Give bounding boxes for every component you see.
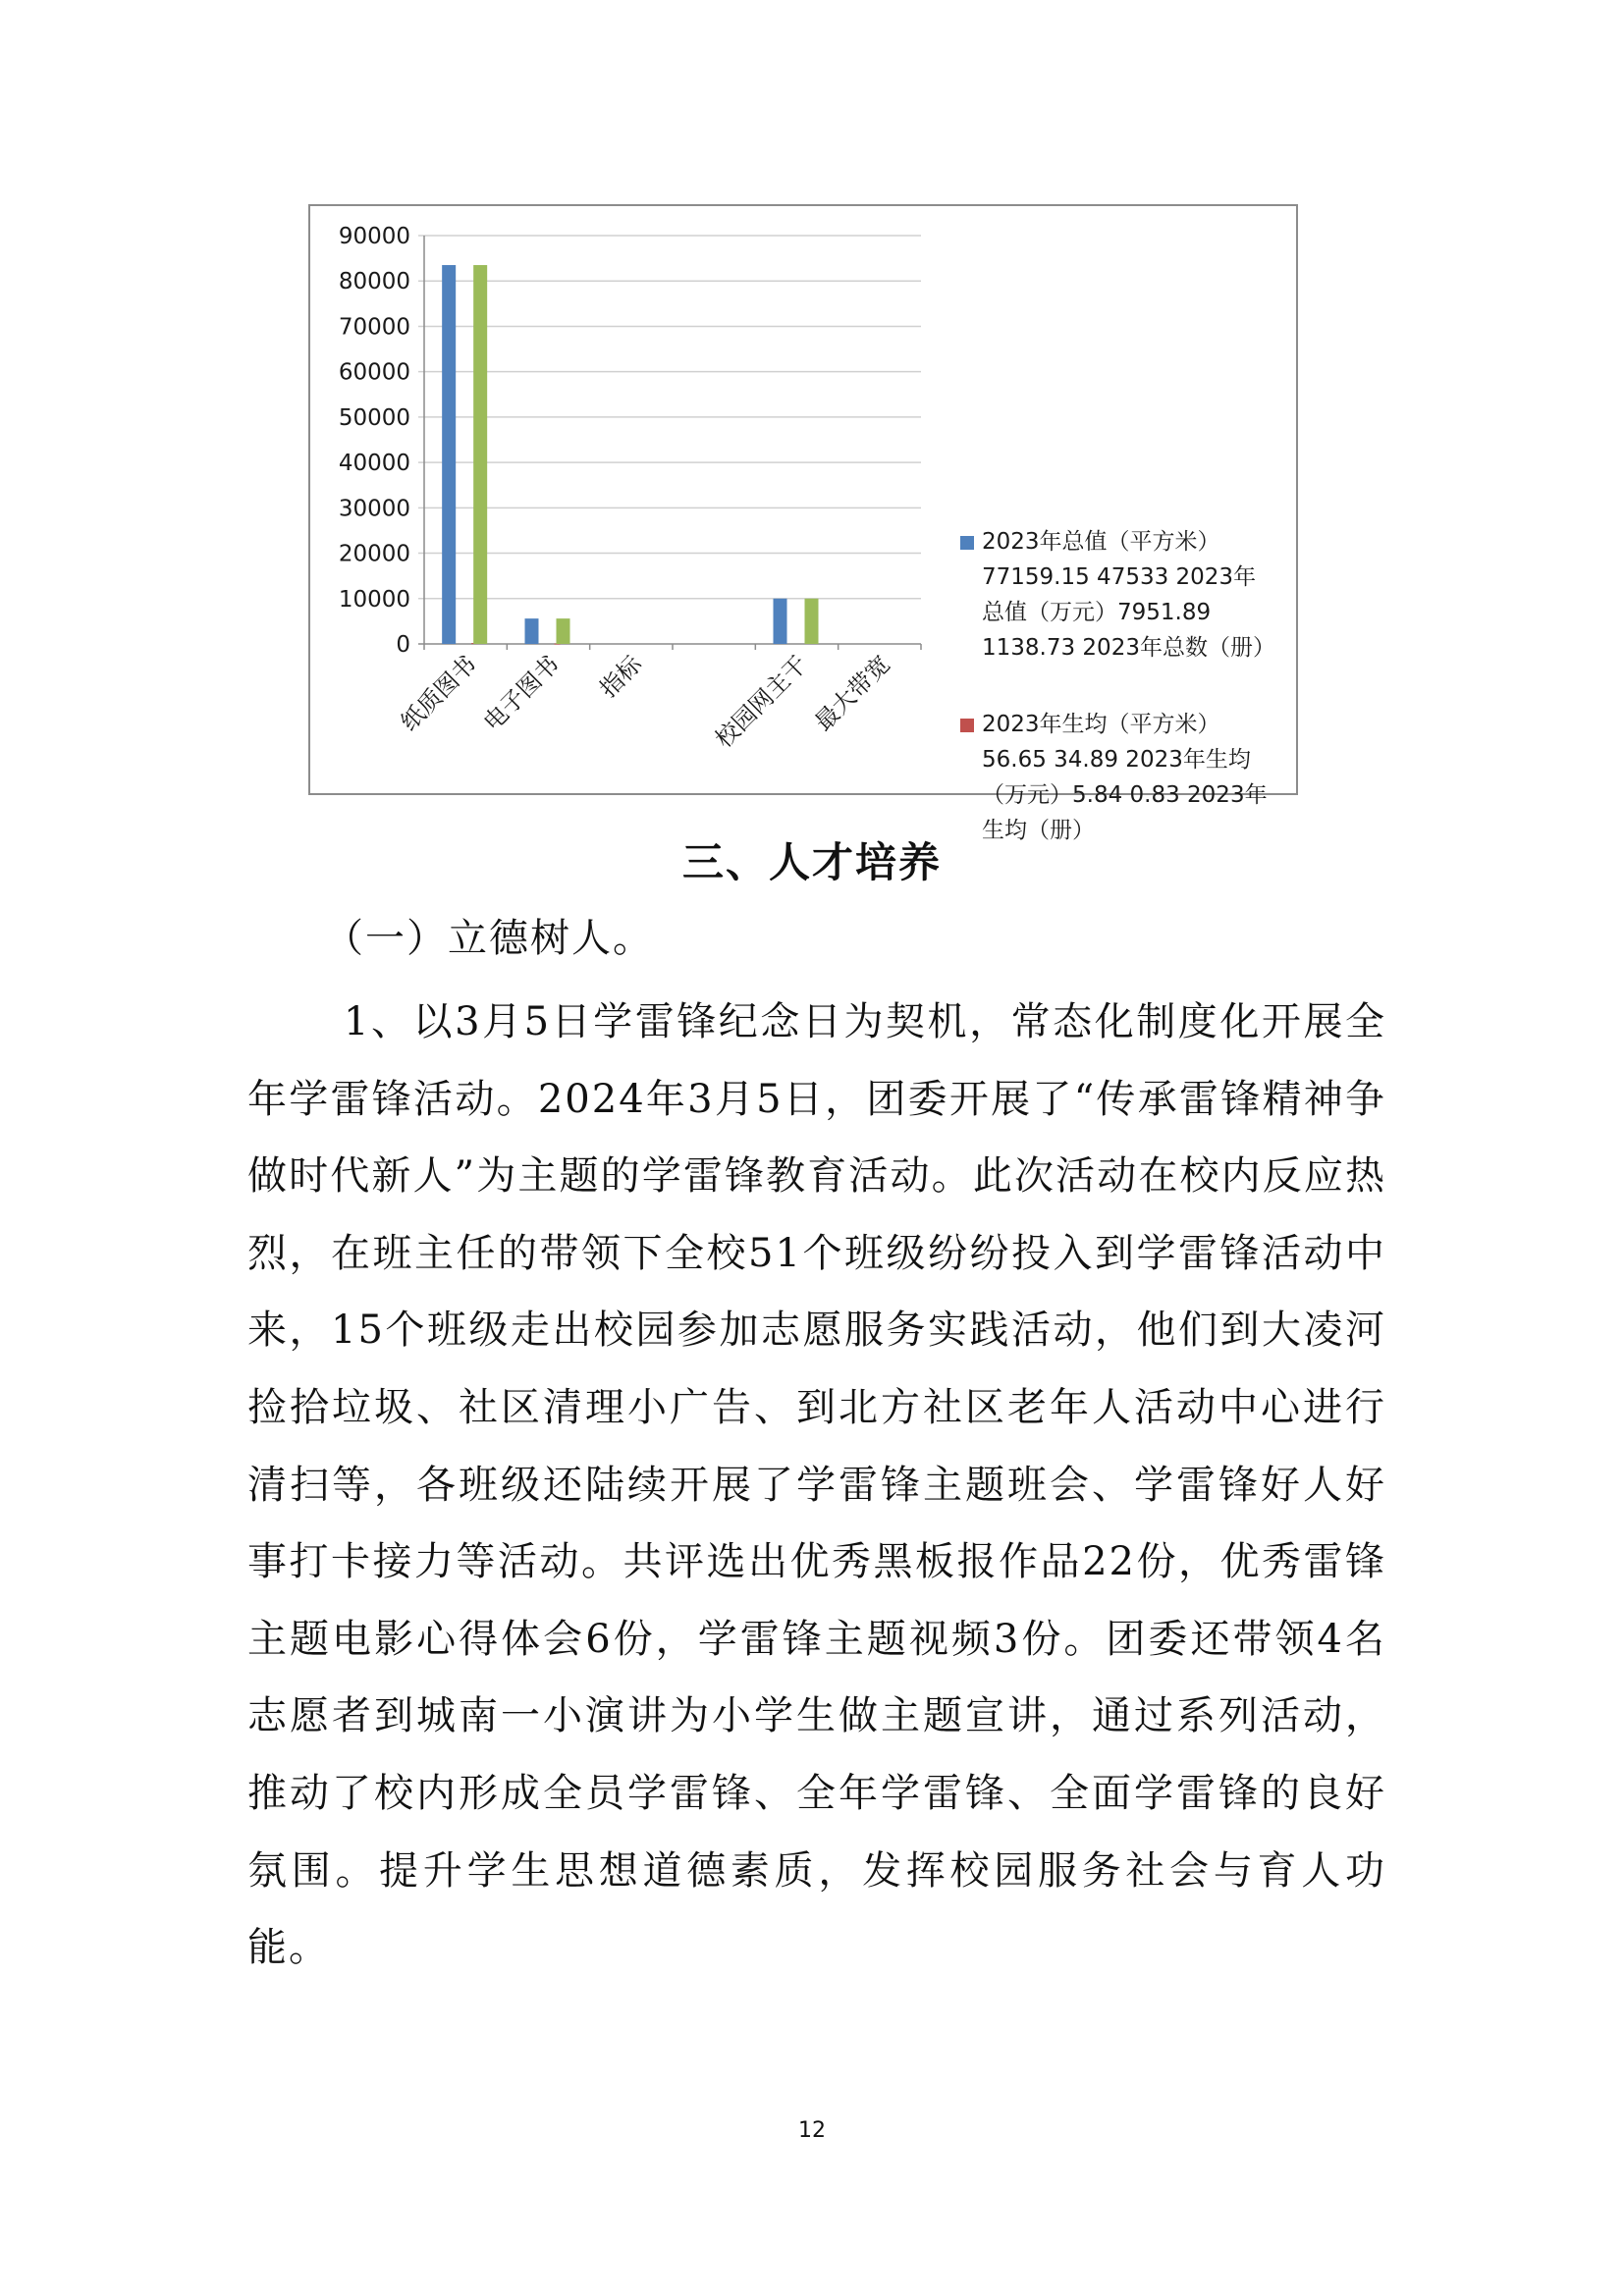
y-tick-label: 20000: [338, 541, 410, 567]
legend-item-total: [960, 524, 1274, 666]
bar: [473, 265, 487, 644]
y-tick-label: 10000: [338, 586, 410, 613]
bar: [442, 265, 456, 644]
y-tick-label: 30000: [338, 496, 410, 522]
bar-chart: [310, 206, 1296, 793]
x-category-label: 最大带宽: [809, 650, 896, 737]
page-number: 12: [798, 2118, 826, 2143]
y-tick-label: 80000: [338, 269, 410, 295]
legend-label-per-student: 2023年生均（平方米）56.65 34.89 2023年生均（万元）5.84 0.83 2023年生均（册）: [982, 712, 1268, 843]
x-category-label: 指标: [594, 650, 648, 704]
x-category-label: 校园网主干: [710, 650, 813, 754]
bar: [525, 618, 539, 644]
legend-item-per-student: [960, 707, 1274, 848]
legend-swatch-blue: [960, 536, 974, 550]
y-tick-label: 40000: [338, 451, 410, 477]
y-tick-label: 90000: [338, 224, 410, 249]
y-tick-label: 0: [396, 632, 410, 658]
y-tick-label: 50000: [338, 404, 410, 431]
legend-label-total: 2023年总值（平方米）77159.15 47533 2023年总值（万元）7951.89 1138.73 2023年总数（册）: [982, 529, 1275, 661]
bar: [774, 599, 787, 644]
chart-container: [308, 204, 1298, 843]
legend-swatch-red: [960, 719, 974, 732]
bar: [557, 618, 570, 644]
body-paragraph: 1、以3月5日学雷锋纪念日为契机，常态化制度化开展全年学雷锋活动。2024年3月5日，团委开展了“传承雷锋精神争做时代新人”为主题的学雷锋教育活动。此次活动在校内反应热烈，在班主任的带领下全校51个班级纷纷投入到学雷锋活动中来，15个班级走出校园参加志愿服务实践活动，他们到大凌河捡拾垃圾、社区清理小广告、到北方社区老年人活动中心进行清扫等，各班级还陆续开展了学雷锋主题班会、学雷锋好人好事打卡接力等活动。共评选出优秀黑板报作品22份，优秀雷锋主题电影心得体会6份，学雷锋主题视频3份。团委还带领4名志愿者到城南一小演讲为小学生做主题宣讲，通过系列活动，推动了校内形成全员学雷锋、全年学雷锋、全面学雷锋的良好氛围。提升学生思想道德素质，发挥校园服务社会与育人功能。: [247, 999, 1386, 1971]
section-title: 三、人才培养: [681, 838, 942, 886]
x-category-label: 纸质图书: [395, 650, 482, 737]
sub-title: （一）立德树人。: [324, 916, 654, 961]
x-category-label: 电子图书: [478, 650, 565, 737]
bar: [805, 599, 819, 644]
y-tick-label: 70000: [338, 314, 410, 341]
y-tick-label: 60000: [338, 359, 410, 386]
